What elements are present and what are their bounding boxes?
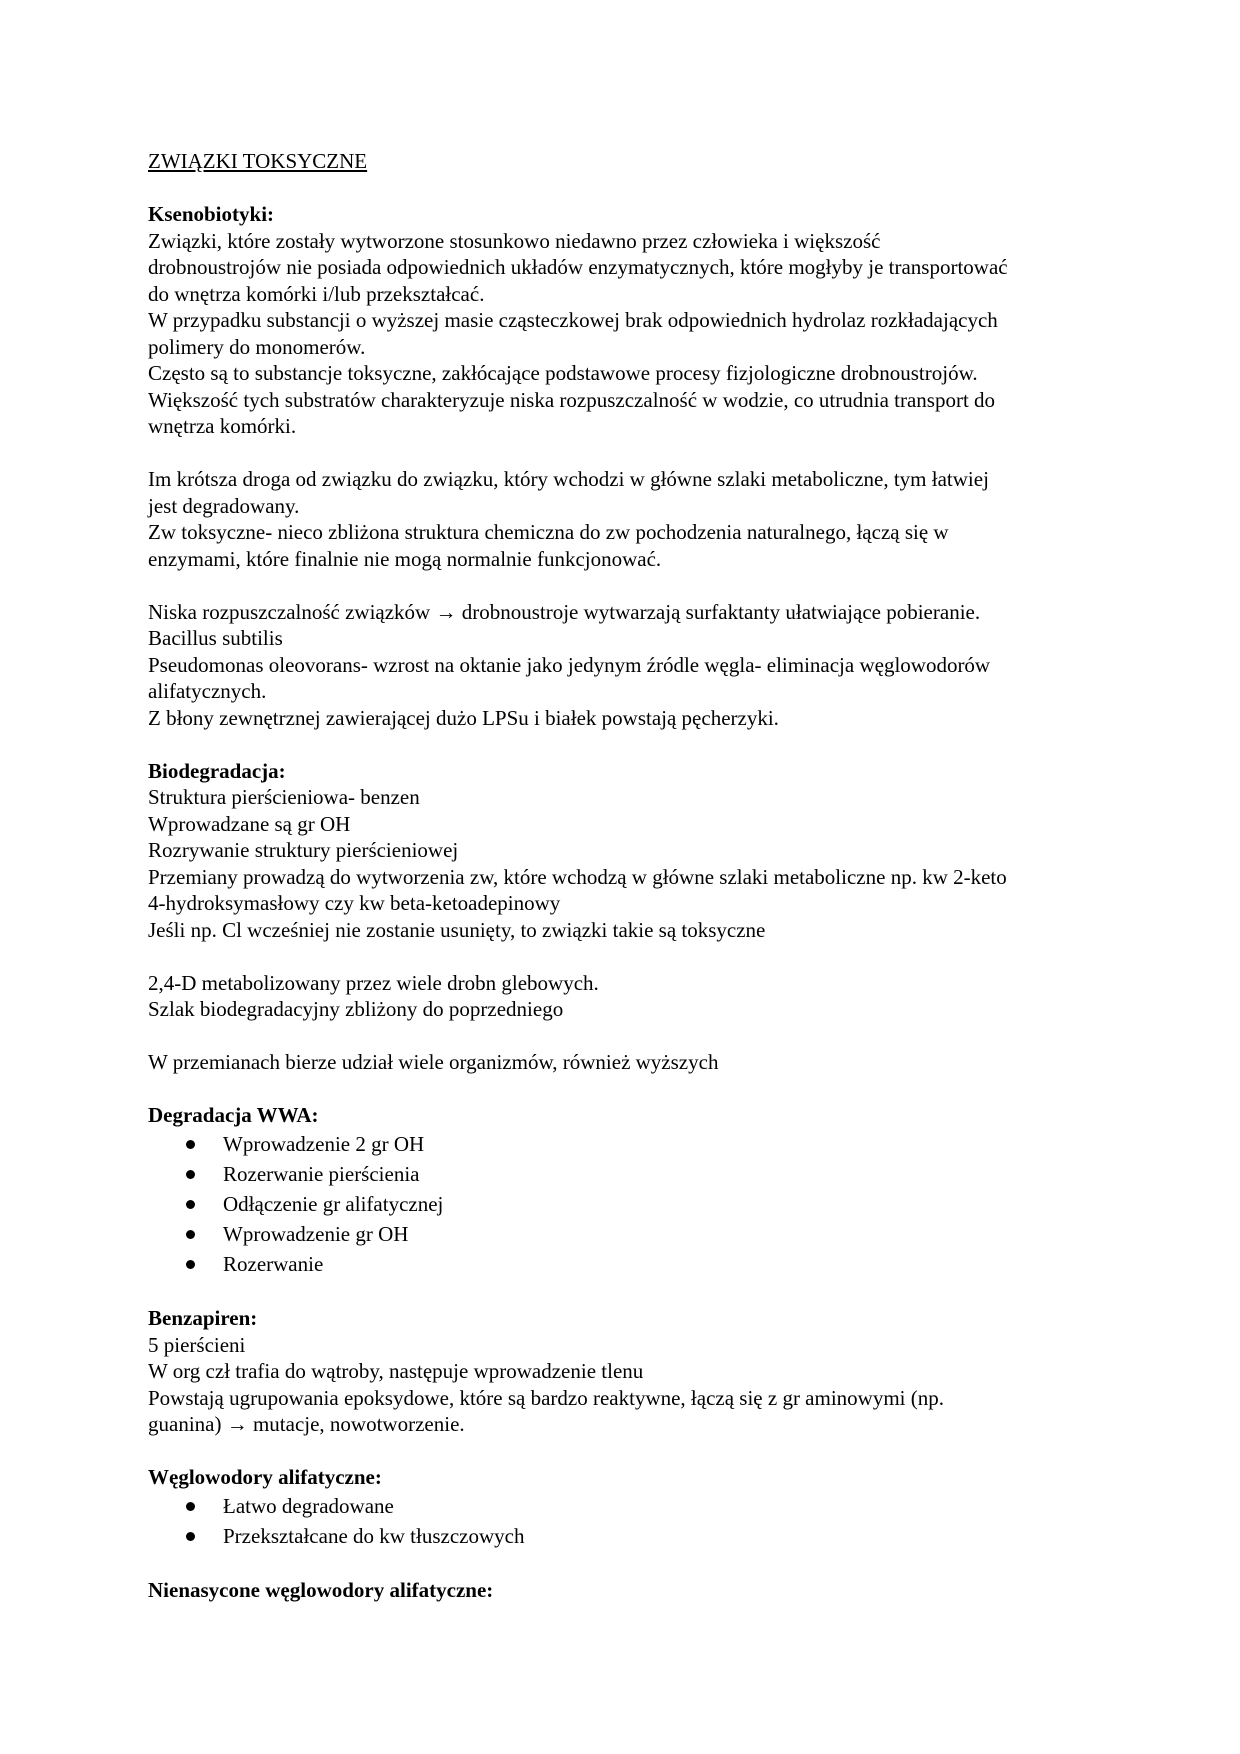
paragraph-line: Wprowadzane są gr OH — [148, 811, 351, 836]
bullet-icon — [186, 1502, 195, 1511]
paragraph-line: Bacillus subtilis — [148, 626, 283, 650]
bullet-icon — [186, 1532, 195, 1541]
paragraph-line: polimery do monomerów. — [148, 334, 366, 359]
paragraph-line: Zw toksyczne- nieco zbliżona struktura chemiczna do zw pochodzenia naturalnego, łączą się w — [148, 520, 949, 544]
paragraph-line: W przemianach bierze udział wiele organizmów, również wyższych — [148, 1050, 719, 1074]
document-title: ZWIĄZKI TOKSYCZNE — [148, 149, 368, 173]
paragraph-line: 4-hydroksymasłowy czy kw beta-ketoadepinowy — [148, 891, 561, 915]
list-item-text: Przekształcane do kw tłuszczowych — [223, 1523, 525, 1548]
paragraph-line: Często są to substancje toksyczne, zakłócające podstawowe procesy fizjologiczne drobnoustrojów. — [148, 361, 978, 385]
paragraph-line: Niska rozpuszczalność związków → drobnoustroje wytwarzają surfaktanty ułatwiające pobieranie. — [148, 599, 981, 624]
paragraph-line: Struktura pierścieniowa- benzen — [148, 785, 420, 809]
bullet-list-alifatyczne — [148, 1491, 1098, 1551]
bullet-icon — [186, 1170, 195, 1179]
paragraph-line: Większość tych substratów charakteryzuje niska rozpuszczalność w wodzie, co utrudnia transport do — [148, 387, 996, 412]
paragraph-line: Im krótsza droga od związku do związku, który wchodzi w główne szlaki metaboliczne, tym łatwiej — [148, 467, 989, 491]
list-item — [148, 1249, 1098, 1279]
paragraph-line: Związki, które zostały wytworzone stosunkowo niedawno przez człowieka i większość — [148, 228, 881, 253]
paragraph-line: 5 pierścieni — [148, 1332, 246, 1357]
bullet-icon — [186, 1230, 195, 1239]
paragraph-line: jest degradowany. — [148, 493, 300, 518]
paragraph-line: alifatycznych. — [148, 679, 267, 703]
list-item-text: Wprowadzenie 2 gr OH — [223, 1131, 425, 1156]
paragraph-line: Pseudomonas oleovorans- wzrost na oktanie jako jedynym źródle węgla- eliminacja węglowodorów — [148, 652, 991, 677]
section-heading-wwa: Degradacja WWA: — [148, 1103, 319, 1127]
list-item — [148, 1129, 1098, 1159]
list-item — [148, 1521, 1098, 1551]
list-item — [148, 1159, 1098, 1189]
section-heading-biodegradacja: Biodegradacja: — [148, 758, 286, 783]
bullet-icon — [186, 1200, 195, 1209]
section-heading-ksenobiotyki: Ksenobiotyki: — [148, 202, 275, 226]
paragraph-line: W przypadku substancji o wyższej masie cząsteczkowej brak odpowiednich hydrolaz rozkładających — [148, 308, 998, 332]
section-heading-benzapiren: Benzapiren: — [148, 1306, 258, 1330]
paragraph-line: Szlak biodegradacyjny zbliżony do poprzedniego — [148, 997, 564, 1021]
paragraph-line: Z błony zewnętrznej zawierającej dużo LPSu i białek powstają pęcherzyki. — [148, 705, 779, 730]
paragraph-line: W org czł trafia do wątroby, następuje wprowadzenie tlenu — [148, 1359, 644, 1383]
paragraph-line: Jeśli np. Cl wcześniej nie zostanie usunięty, to związki takie są toksyczne — [148, 917, 766, 942]
bullet-list-wwa — [148, 1129, 1098, 1279]
paragraph-line: 2,4-D metabolizowany przez wiele drobn glebowych. — [148, 970, 599, 995]
paragraph-line: Powstają ugrupowania epoksydowe, które są bardzo reaktywne, łączą się z gr aminowymi (np. — [148, 1385, 945, 1410]
section-heading-alifatyczne: Węglowodory alifatyczne: — [148, 1465, 382, 1489]
paragraph-line: do wnętrza komórki i/lub przekształcać. — [148, 281, 485, 306]
bullet-icon — [186, 1260, 195, 1269]
list-item-text: Odłączenie gr alifatycznej — [223, 1191, 444, 1216]
list-item-text: Rozerwanie — [223, 1251, 324, 1276]
paragraph-line: Rozrywanie struktury pierścieniowej — [148, 838, 459, 862]
list-item — [148, 1189, 1098, 1219]
paragraph-line: drobnoustrojów nie posiada odpowiednich układów enzymatycznych, które mogłyby je transportować — [148, 255, 1008, 279]
list-item — [148, 1219, 1098, 1249]
paragraph-line: Przemiany prowadzą do wytworzenia zw, które wchodzą w główne szlaki metaboliczne np. kw 2-keto — [148, 864, 1007, 889]
paragraph-line: wnętrza komórki. — [148, 414, 297, 438]
document-page — [148, 148, 1098, 1604]
paragraph-line: guanina) → mutacje, nowotworzenie. — [148, 1412, 465, 1436]
paragraph-line: enzymami, które finalnie nie mogą normalnie funkcjonować. — [148, 546, 662, 571]
section-heading-nienasycone: Nienasycone węglowodory alifatyczne: — [148, 1578, 494, 1602]
bullet-icon — [186, 1140, 195, 1149]
list-item-text: Rozerwanie pierścienia — [223, 1161, 420, 1186]
list-item-text: Wprowadzenie gr OH — [223, 1221, 409, 1246]
list-item — [148, 1491, 1098, 1521]
list-item-text: Łatwo degradowane — [223, 1493, 394, 1518]
